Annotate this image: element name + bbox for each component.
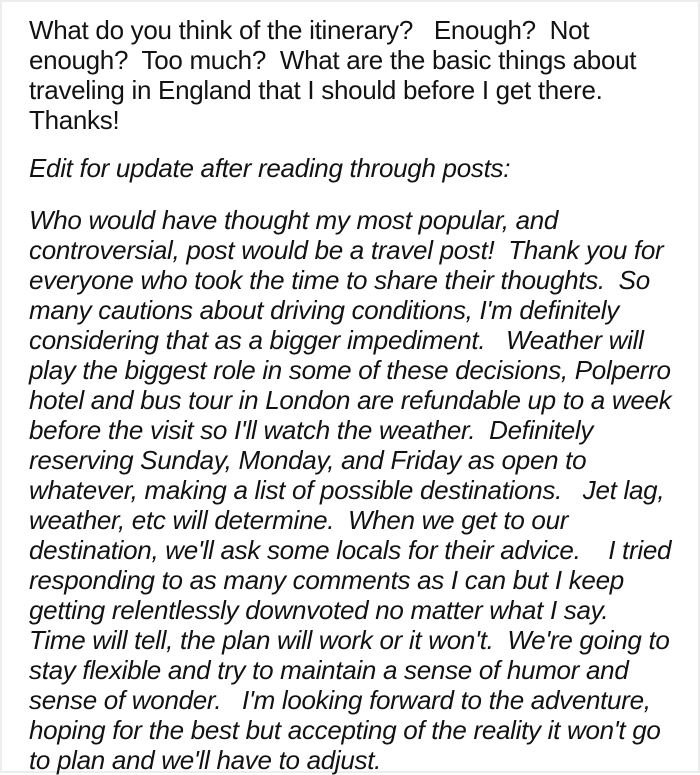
post-body-text (2, 2, 698, 775)
post-edit-body: Who would have thought my most popular, and controversial, post would be a travel post! Thank you for everyone who took the time to share their thoughts. So many cautions about driving conditions, I'm definitely considering that as a bigger impediment. Weather will play the biggest role in some of these decisions, Polperro hotel and bus tour in London are refundable up to a week before the visit so I'll watch the weather. Definitely reserving Sunday, Monday, and Friday as open to whatever, making a list of possible destinations. Jet lag, weather, etc will determine. When we get to our destination, we'll ask some locals for their advice. I tried responding to as many comments as I can but I keep getting relentlessly downvoted no matter what I say. Time will tell, the plan will work or it won't. We're going to stay flexible and try to maintain a sense of humor and sense of wonder. I'm looking forward to the adventure, hoping for the best but accepting of the reality it won't go to plan and we'll have to adjust. (29, 205, 679, 775)
post-edit-heading: Edit for update after reading through posts: (29, 153, 511, 183)
post-question-paragraph: What do you think of the itinerary? Enough? Not enough? Too much? What are the basic things about traveling in England that I should before I get there. Thanks! (29, 15, 644, 135)
